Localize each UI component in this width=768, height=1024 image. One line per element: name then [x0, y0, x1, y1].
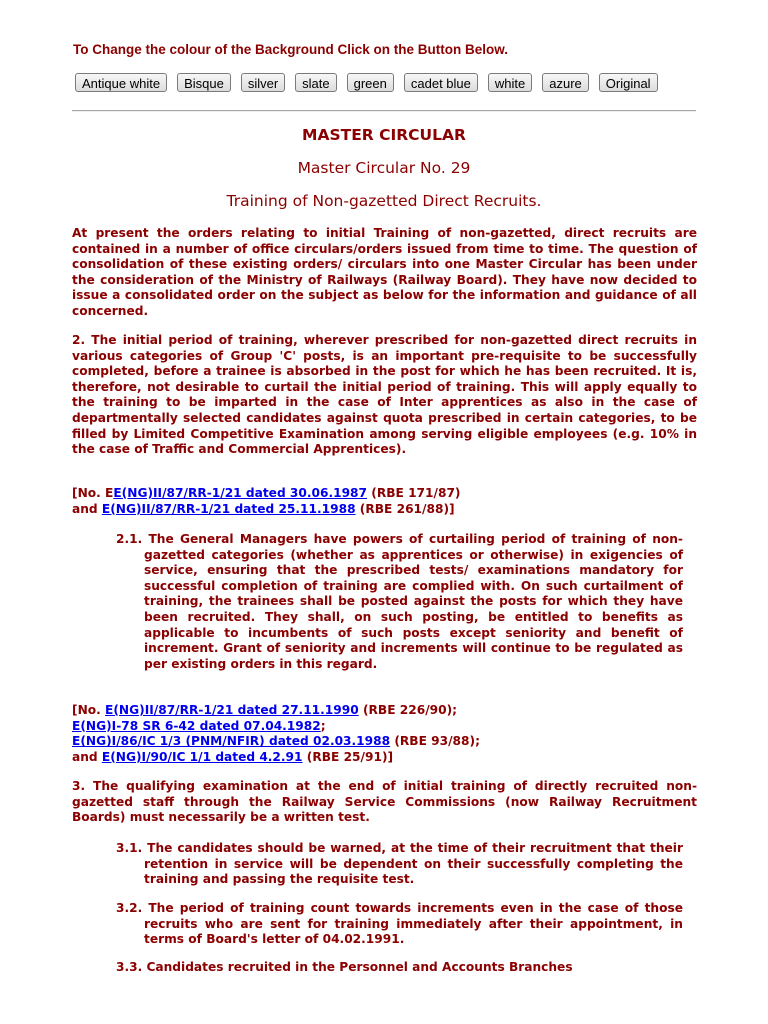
- ref-link-rr-1987[interactable]: E(NG)II/87/RR-1/21 dated 30.06.1987: [113, 486, 368, 500]
- paragraph-3-1: 3.1. The candidates should be warned, at the time of their recruitment that their retention in service will be dependent on their successfully completing the training and passing the requisite test.: [116, 841, 683, 887]
- ref-rbe-226: (RBE 226/90);: [358, 703, 458, 717]
- circular-number: Master Circular No. 29: [297, 159, 471, 177]
- ref-separator: ;: [320, 718, 326, 733]
- paragraph-2: 2. The initial period of training, wherever prescribed for non-gazetted direct recruits in various categories of Group 'C' posts, is an important pre-requisite to be successfully completed, before a trainee is absorbed in the post for which he has been recruited. It is, therefore, not desirable to curtail the initial period of training. This will apply equally to the training to be imparted in the case of Inter apprentices as also in the case of departmentally selected candidates against quota prescribed in certain categories, to be filled by Limited Competitive Examination among serving eligible employees (e.g. 10% in the case of Traffic and Commercial Apprentices).: [72, 333, 697, 457]
- color-button-row: [75, 73, 658, 92]
- ref-and: and: [72, 749, 102, 764]
- horizontal-rule: [72, 110, 696, 112]
- ref-link-rr-1988[interactable]: E(NG)II/87/RR-1/21 dated 25.11.1988: [101, 501, 356, 516]
- ref-prefix: [No.: [72, 703, 106, 717]
- references-block-1: [72, 486, 712, 517]
- ref-link-sr-1982[interactable]: E(NG)I-78 SR 6-42 dated 07.04.1982: [72, 718, 321, 733]
- bisque-button[interactable]: Bisque: [177, 73, 231, 92]
- page-title: MASTER CIRCULAR: [302, 126, 466, 144]
- cadet-blue-button[interactable]: cadet blue: [404, 73, 478, 92]
- paragraph-2-1: 2.1. The General Managers have powers of curtailing period of training of non-gazetted categories (whether as apprentices or otherwise) in exigencies of service, ensuring that the prescribed tests/ examinations mandatory for successful completion of training are complied with. On such curtailment of training, the trainees shall be posted against the posts for which they have been recruited. They shall, on such posting, be entitled to benefits as applicable to incumbents of such posts except seniority and benefit of increment. Grant of seniority and increments will continue to be regulated as per existing orders in this regard.: [116, 532, 683, 671]
- azure-button[interactable]: azure: [542, 73, 589, 92]
- paragraph-3-3: 3.3. Candidates recruited in the Personnel and Accounts Branches: [116, 960, 573, 974]
- background-instruction: To Change the colour of the Background Click on the Button Below.: [73, 42, 508, 57]
- ref-link-ic-1991[interactable]: E(NG)I/90/IC 1/1 dated 4.2.91: [101, 749, 303, 764]
- ref-rbe-261: (RBE 261/88)]: [355, 501, 455, 516]
- ref-and: and: [72, 501, 102, 516]
- ref-rbe-171: (RBE 171/87): [367, 486, 461, 500]
- ref-rbe-93: (RBE 93/88);: [390, 734, 480, 749]
- slate-button[interactable]: slate: [295, 73, 336, 92]
- ref-rbe-25: (RBE 25/91)]: [302, 749, 394, 764]
- paragraph-3: 3. The qualifying examination at the end of initial training of directly recruited non-gazetted staff through the Railway Service Commissions (now Railway Recruitment Boards) must necessarily be a written test.: [72, 779, 697, 825]
- white-button[interactable]: white: [488, 73, 532, 92]
- ref-link-rr-1990[interactable]: E(NG)II/87/RR-1/21 dated 27.11.1990: [105, 703, 359, 717]
- references-block-2: [72, 703, 712, 765]
- paragraph-3-2: 3.2. The period of training count towards increments even in the case of those recruits who are sent for training immediately after their appointment, in terms of Board's letter of 04.02.1991.: [116, 901, 683, 947]
- silver-button[interactable]: silver: [241, 73, 285, 92]
- paragraph-intro: At present the orders relating to initial Training of non-gazetted, direct recruits are contained in a number of office circulars/orders issued from time to time. The question of consolidation of these existing orders/ circulars into one Master Circular has been under the consideration of the Ministry of Railways (Railway Board). They have now decided to issue a consolidated order on the subject as below for the information and guidance of all concerned.: [72, 226, 697, 318]
- circular-subject: Training of Non-gazetted Direct Recruits.: [226, 192, 542, 210]
- green-button[interactable]: green: [347, 73, 394, 92]
- ref-link-pnm-1988[interactable]: E(NG)I/86/IC 1/3 (PNM/NFIR) dated 02.03.1988: [72, 734, 391, 749]
- antique-white-button[interactable]: Antique white: [75, 73, 167, 92]
- ref-prefix: [No. E: [72, 486, 114, 500]
- original-button[interactable]: Original: [599, 73, 658, 92]
